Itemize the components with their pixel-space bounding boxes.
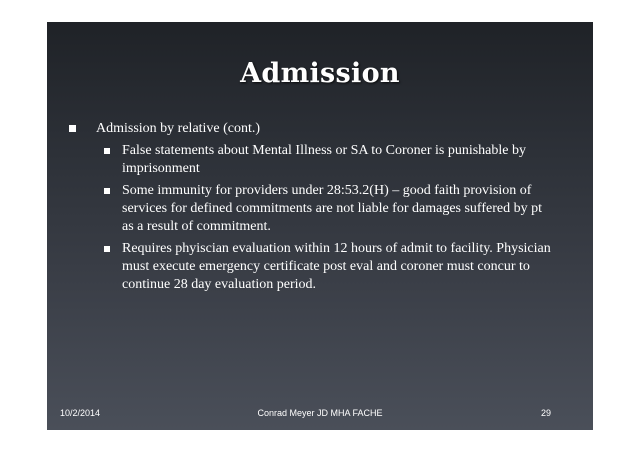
square-bullet-icon <box>104 188 110 194</box>
sub-bullet-text: Some immunity for providers under 28:53.2(H) – good faith provision of services for defined commitments are not liable for damages suffered by pt as a result of commitment. <box>122 183 542 234</box>
slide-content <box>59 120 579 298</box>
sub-bullet-item <box>59 240 552 294</box>
bullet-text: Admission by relative (cont.) <box>96 121 261 136</box>
sub-bullet-text: False statements about Mental Illness or SA to Coroner is punishable by imprisonment <box>122 143 527 176</box>
square-bullet-icon <box>104 148 110 154</box>
square-bullet-icon <box>69 125 76 132</box>
footer-date: 10/2/2014 <box>60 408 101 418</box>
sub-bullet-text: Requires phyiscian evaluation within 12 hours of admit to facility. Physician must execute emergency certificate post eval and coroner must concur to continue 28 day evaluation period. <box>122 241 551 292</box>
square-bullet-icon <box>104 246 110 252</box>
footer-author: Conrad Meyer JD MHA FACHE <box>257 408 383 418</box>
slide <box>47 22 593 430</box>
bullet-item <box>59 120 579 138</box>
sub-bullet-item <box>59 182 552 236</box>
slide-title: Admission <box>240 58 400 89</box>
sub-bullet-item <box>59 142 552 178</box>
footer-page-number: 29 <box>540 408 551 418</box>
